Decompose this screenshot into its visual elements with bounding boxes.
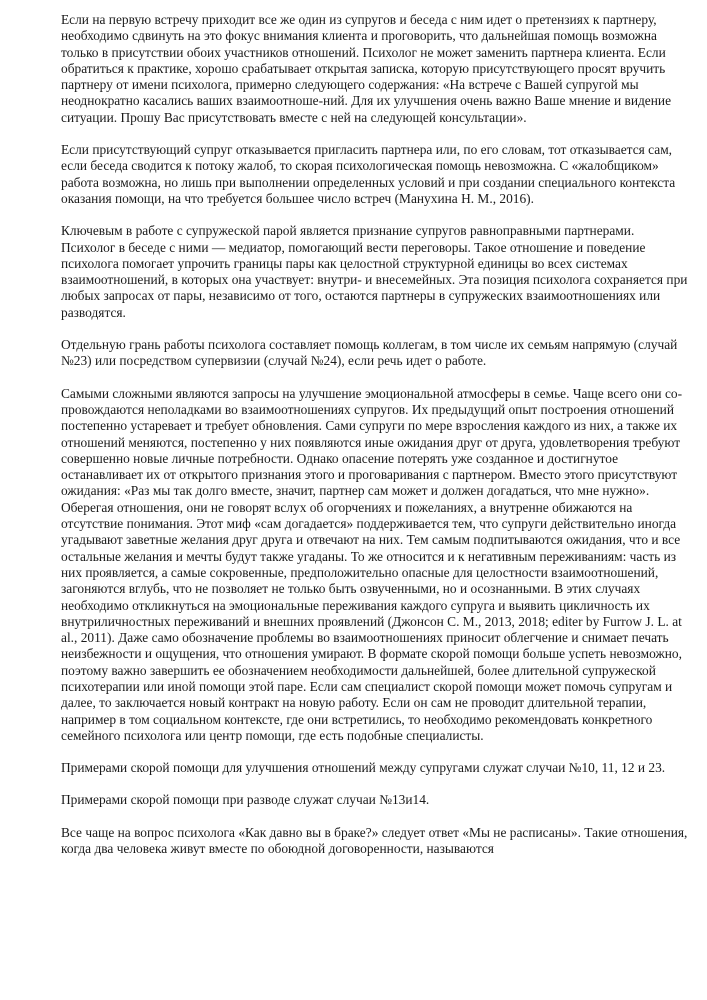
- paragraph-emotional-atmosphere: Самыми сложными являются запросы на улучшение эмоциональной атмосферы в семье. Чаще всего они со-провождаются неполадками во взаимоотношениях супругов. Их предыдущий опыт построения отношений постепенно устаревает и требует обновления. Сами супруги по мере взросления каждого из них, а также их отношений меняются, постепенно у них появляются иные ожидания друг от друга, удовлетворения требуют совершенно новые личные потребности. Однако опасение потерять уже созданное и достигнутое останавливает их от открытого признания этого и проговаривания с партнером. Вместо этого присутствуют ожидания: «Раз мы так долго вместе, значит, партнер сам может и должен догадаться, что мне нужно». Оберегая отношения, они не говорят вслух об огорчениях и пожеланиях, а внутренне обижаются на отсутствие понимания. Этот миф «сам догадается» поддерживается тем, что супруги действительно иногда угадывают заветные желания друг друга и отвечают на них. Тем самым подпитываются ожидания, что и все остальные желания и мечты будут также угаданы. То же относится и к негативным переживаниям: часть из них проявляется, а самые сокровенные, предположительно опасные для целостности взаимоотношений, загоняются вглубь, что не позволяет не только быть озвученными, но и осознанными. В этих случаях необходимо откликнуться на эмоциональные переживания каждого супруга и выявить цикличность их внутриличностных переживаний и внешних проявлений (Джонсон С. М., 2013, 2018; editer by Furrow J. L. at al., 2011). Даже само обозначение проблемы во взаимоотношениях приносит облегчение и снимает печать неизбежности и ощущения, что отношения умирают. В формате скорой помощи больше успеть невозможно, поэтому важно завершить ее обозначением необходимости дальнейшей, более длительной супружеской психотерапии или иной помощи этой паре. Если сам специалист скорой помощи может помочь супругам и далее, то заключается новый контракт на новую работу. Если он сам не проводит длительной терапии, например в том социальном контексте, где они встретились, то необходимо рекомендовать конкретного семейного психолога или центр помощи, где есть подобные специалисты.: [61, 385, 683, 743]
- paragraph-relationship-examples: Примерами скорой помощи для улучшения отношений между супругами служат случаи №10, 11, 12 и 23.: [61, 760, 666, 776]
- paragraph-divorce-examples: Примерами скорой помощи при разводе служат случаи №13и14.: [61, 792, 430, 808]
- paragraph-helping-colleagues: Отдельную грань работы психолога составляет помощь коллегам, в том числе их семьям напрямую (случай №23) или посредством супервизии (случай №24), если речь идет о работе.: [61, 337, 678, 369]
- paragraph-unregistered-relationships: Все чаще на вопрос психолога «Как давно вы в браке?» следует ответ «Мы не расписаны». Такие отношения, когда два человека живут вместе по обоюдной договоренности, называются: [61, 824, 688, 857]
- paragraph-first-meeting: Если на первую встречу приходит все же один из супругов и беседа с ним идет о претензиях к партнеру, необходимо сдвинуть на это фокус внимания клиента и проговорить, что дальнейшая помощь возможна только в присутствии обоих участников отношений. Психолог не может заменить партнера клиента. Если обратиться к практике, хорошо срабатывает открытая записка, которую присутствующего просят вручить партнеру от имени психолога, примерно следующего содержания: «На встрече с Вашей супругой мы неоднократно касались ваших взаимоотноше-ний. Для их улучшения очень важно Ваше мнение и видение ситуации. Прошу Вас присутствовать вместе с ней на следующей консультации».: [61, 12, 672, 125]
- document-page: [61, 12, 689, 873]
- paragraph-equal-partners: Ключевым в работе с супружеской парой является признание супругов равноправными партнерами. Психолог в беседе с ними — медиатор, помогающий вести переговоры. Такое отношение и поведение психолога помогает упрочить границы пары как целостной структурной единицы во всех системах взаимоотношений, в которых она участвует: внутри- и внесемейных. Эта позиция психолога сохраняется при любых запросах от пары, независимо от того, остаются партнеры в супружеских взаимоотношениях или разводятся.: [61, 223, 688, 320]
- paragraph-partner-refusal: Если присутствующий супруг отказывается пригласить партнера или, по его словам, тот отказывается сам, если беседа сводится к потоку жалоб, то скорая психологическая помощь невозможна. С «жалобщиком» работа возможна, но лишь при выполнении определенных условий и при создании специального контекста оказания помощи, на что требуется большее число встреч (Манухина Н. М., 2016).: [61, 142, 676, 206]
